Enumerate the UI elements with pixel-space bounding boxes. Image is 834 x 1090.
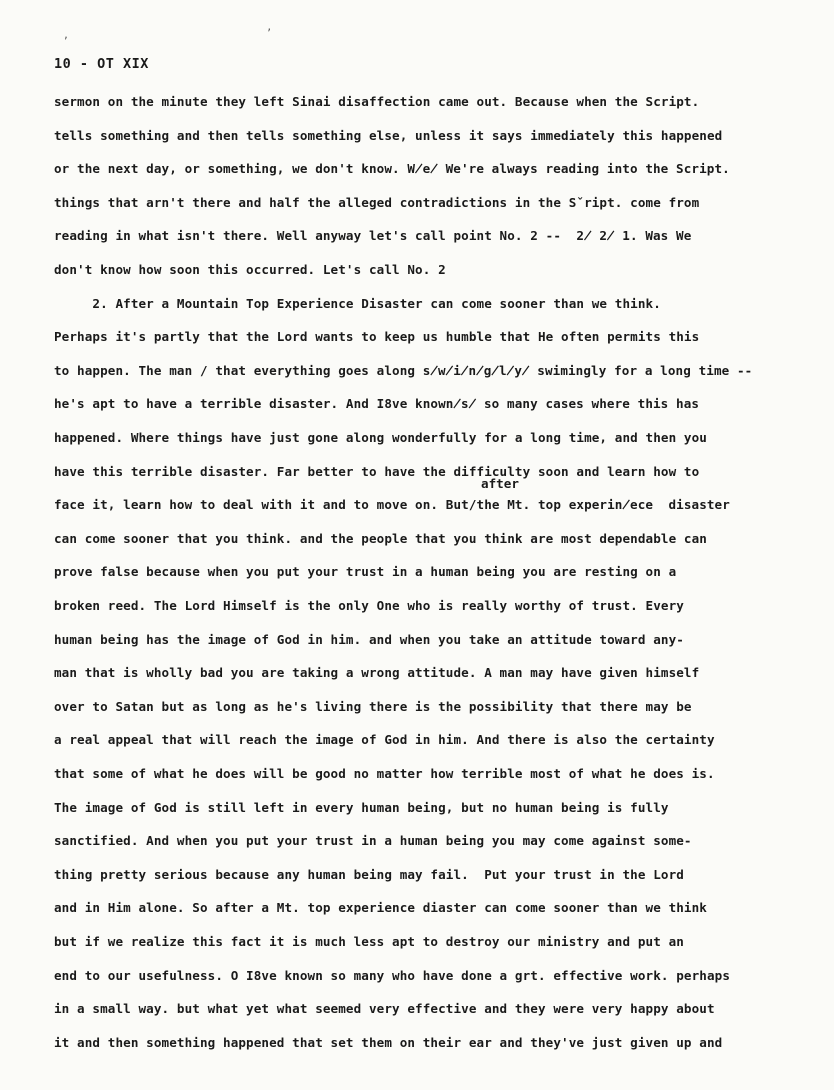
text-line: can come sooner that you think. and the people that you think are most dependable can xyxy=(54,530,707,546)
paper-speck: ’ xyxy=(266,28,273,39)
text-line: and in Him alone. So after a Mt. top experience diaster can come sooner than we think xyxy=(54,900,707,916)
text-line: sermon on the minute they left Sinai disaffection came out. Because when the Script. xyxy=(54,94,700,109)
text-line: end to our usefulness. O I8ve known so many who have done a grt. effective work. perhaps xyxy=(54,967,731,983)
text-line: happened. Where things have just gone along wonderfully for a long time, and then you xyxy=(54,430,707,445)
text-line: he's apt to have a terrible disaster. And I8ve known̸s̸ so many cases where this has xyxy=(54,396,700,412)
text-line: reading in what isn't there. Well anyway let's call point No. 2 -- 2̸ 2̸ 1. Was We xyxy=(54,228,692,244)
text-line: things that arn't there and half the alleged contradictions in the Sˇript. come from xyxy=(54,194,700,210)
text-line: thing pretty serious because any human being may fail. Put your trust in the Lord xyxy=(54,866,684,882)
text-line: broken reed. The Lord Himself is the only One who is really worthy of trust. Every xyxy=(54,598,684,613)
interlinear-insertion: after xyxy=(481,476,519,491)
text-line: 2. After a Mountain Top Experience Disaster can come sooner than we think. xyxy=(54,295,661,311)
text-line: man that is wholly bad you are taking a wrong attitude. A man may have given himself xyxy=(54,665,700,681)
text-line: sanctified. And when you put your trust in a human being you may come against some- xyxy=(54,833,692,849)
text-line: it and then something happened that set them on their ear and they've just given up and xyxy=(54,1034,723,1050)
page-header: 10 - OT XIX xyxy=(54,56,149,72)
text-line: tells something and then tells something else, unless it says immediately this happened xyxy=(54,127,723,143)
text-line: human being has the image of God in him. and when you take an attitude toward any- xyxy=(54,631,684,647)
text-line: over to Satan but as long as he's living there is the possibility that there may be xyxy=(54,698,692,714)
text-line: prove false because when you put your trust in a human being you are resting on a xyxy=(54,564,677,580)
text-line: Perhaps it's partly that the Lord wants to keep us humble that He often permits this xyxy=(54,329,700,345)
text-line: in a small way. but what yet what seemed very effective and they were very happy about xyxy=(54,1001,715,1017)
text-line: to happen. The man / that everything goes along s̸w̸i̸n̸g̸l̸y̸ swimingly for a long time -- xyxy=(54,362,753,378)
text-line: have this terrible disaster. Far better to have the difficulty soon and learn how to xyxy=(54,463,700,479)
text-line: or the next day, or something, we don't know. W̸e̸ We're always reading into the Script. xyxy=(54,161,730,177)
text-line: a real appeal that will reach the image of God in him. And there is also the certainty xyxy=(54,732,715,748)
text-line: don't know how soon this occurred. Let's call No. 2 xyxy=(54,262,446,277)
text-line: that some of what he does will be good no matter how terrible most of what he does is. xyxy=(54,766,715,781)
text-line: but if we realize this fact it is much less apt to destroy our ministry and put an xyxy=(54,934,684,949)
text-line: face it, learn how to deal with it and to move on. But/the Mt. top experin̸ece disaster xyxy=(54,497,730,513)
text-line: The image of God is still left in every human being, but no human being is fully xyxy=(54,799,669,815)
paper-speck: ‚ xyxy=(63,30,70,41)
